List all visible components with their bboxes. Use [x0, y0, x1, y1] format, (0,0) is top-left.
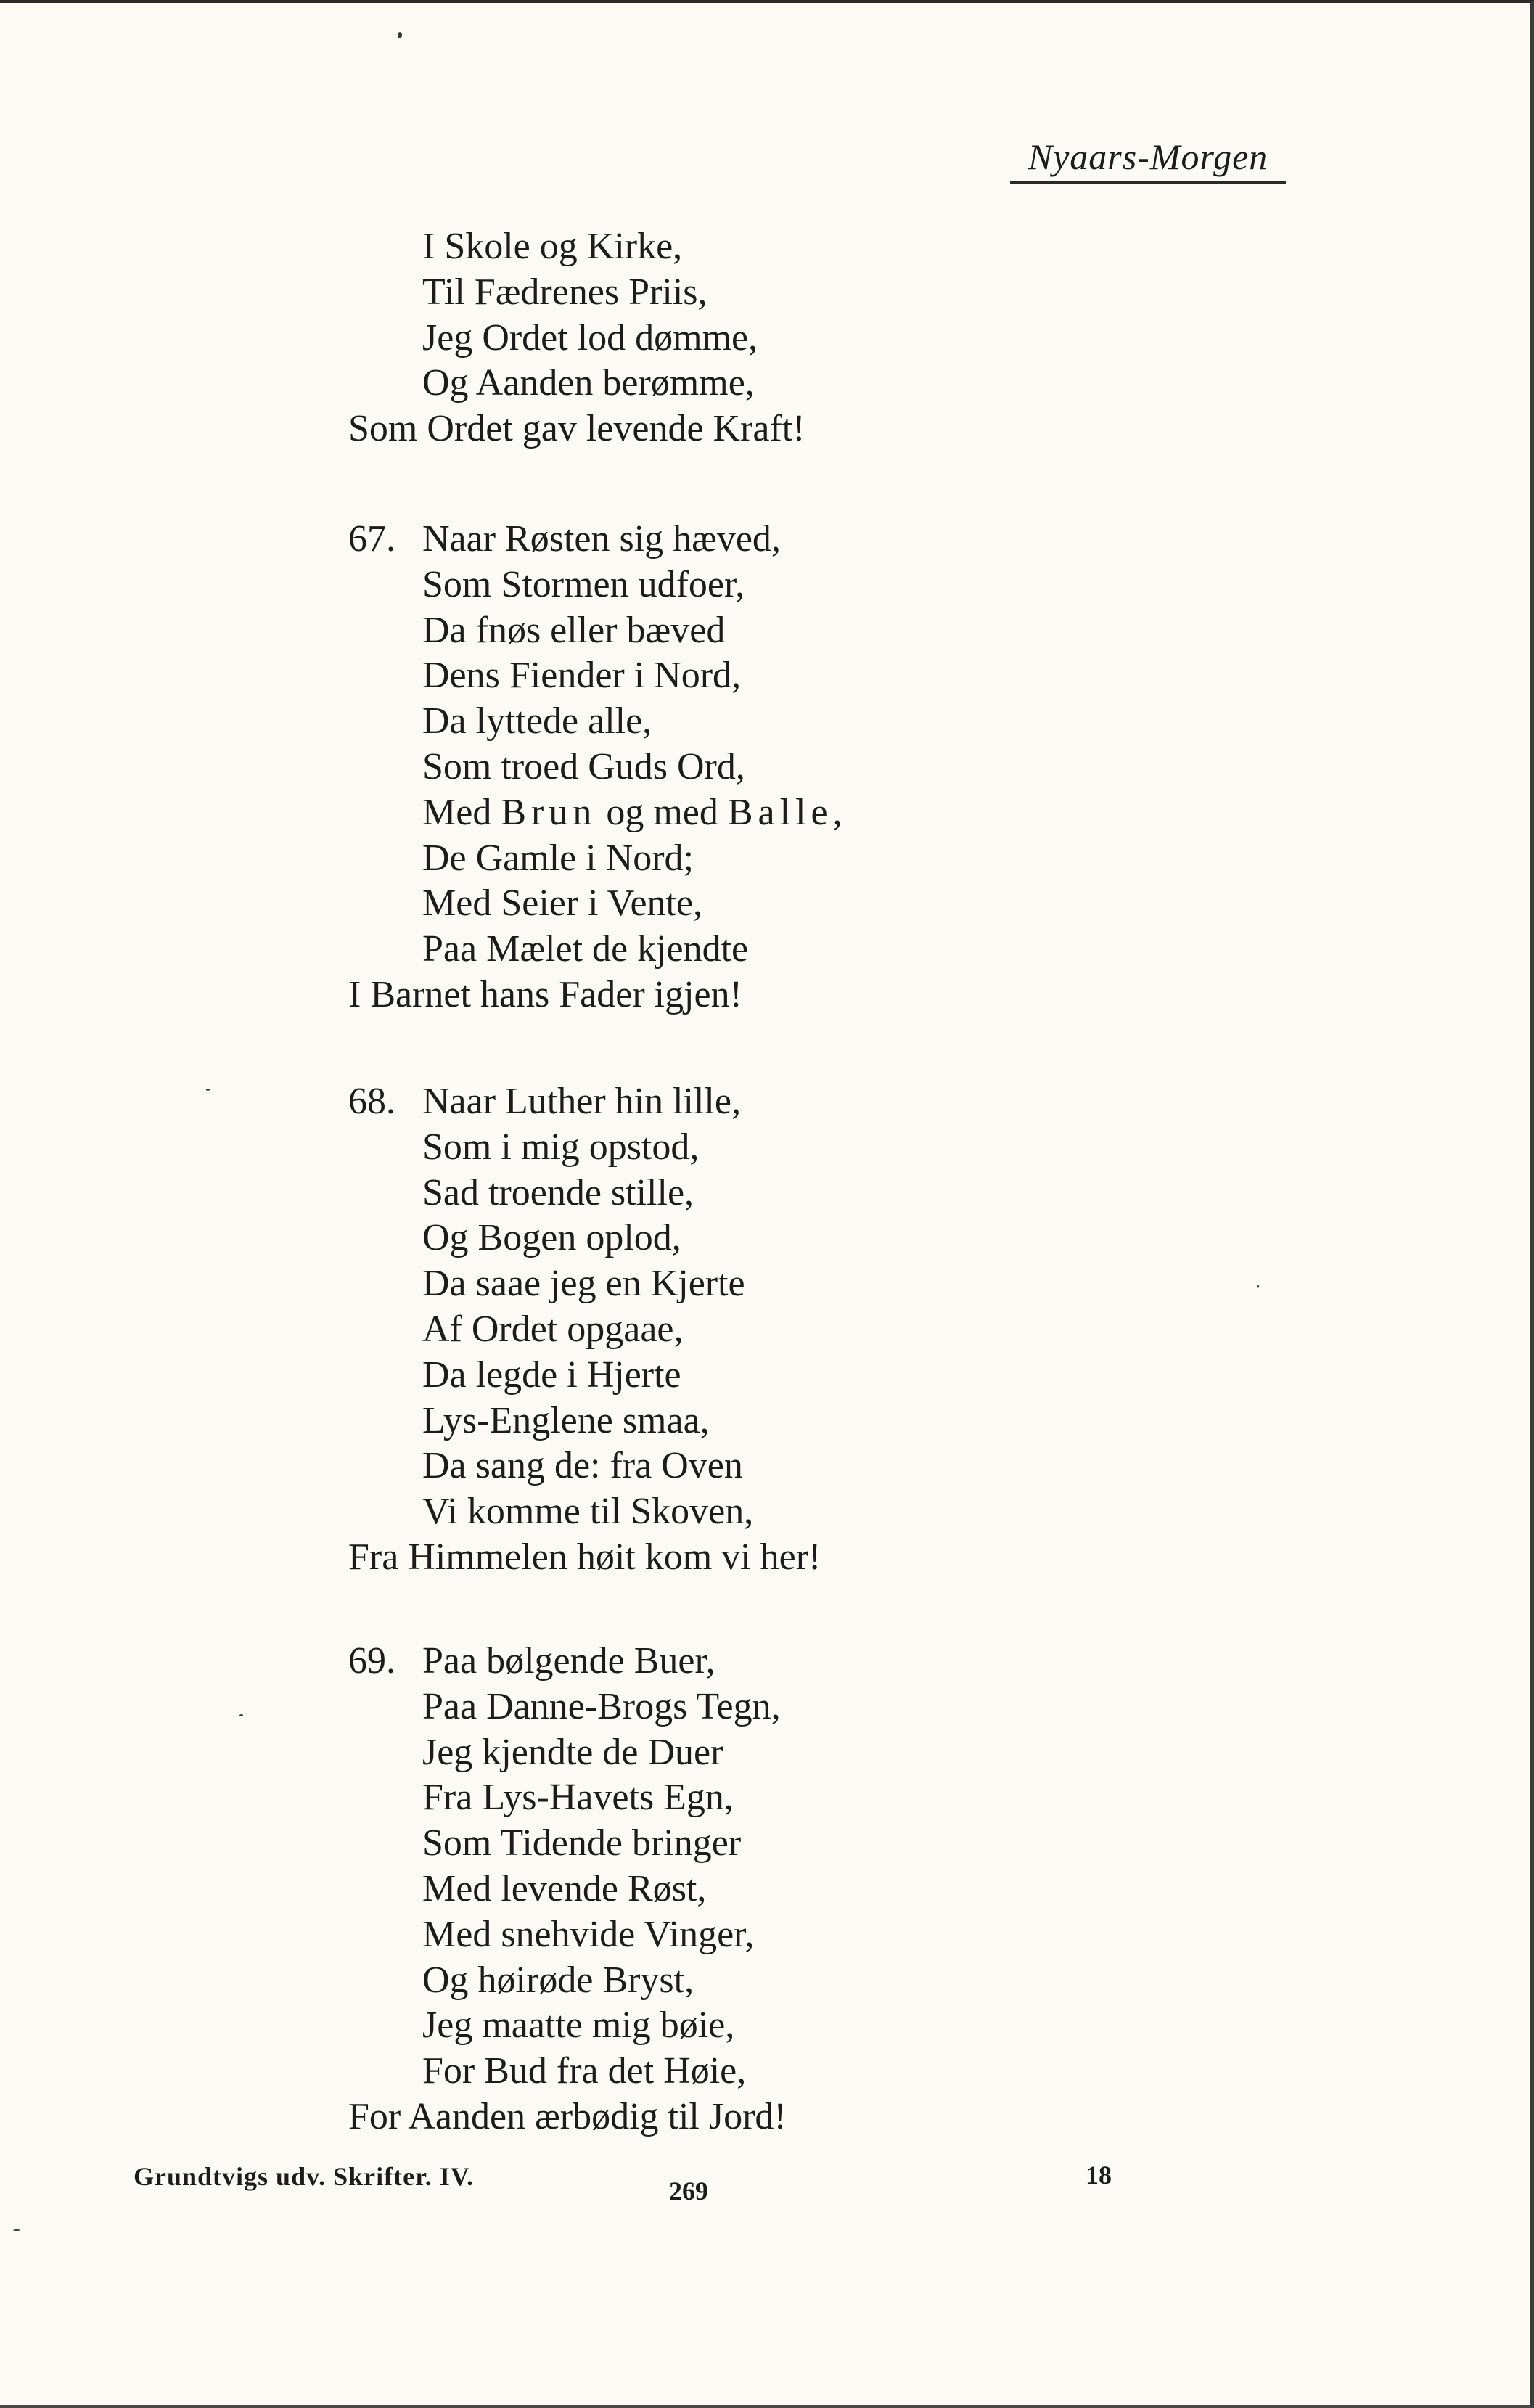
- verse-line-closing: Som Ordet gav levende Kraft!: [348, 408, 805, 450]
- running-head: Nyaars-Morgen: [1010, 135, 1286, 184]
- verse-text-segment: og med: [596, 791, 728, 833]
- verse-line-text: Paa bølgende Buer,: [422, 1640, 715, 1682]
- verse-line: Lys-Englene smaa,: [422, 1399, 710, 1441]
- verse-line: Dens Fiender i Nord,: [422, 655, 742, 697]
- verse-line: Som Tidende bringer: [422, 1822, 742, 1864]
- verse-line-first: [348, 1639, 1219, 1684]
- verse-line: Som troed Guds Ord,: [422, 745, 745, 787]
- verse-line: Og høirøde Bryst,: [422, 1959, 694, 2001]
- verse-line: Og Aanden berømme,: [422, 362, 755, 404]
- verse-text-segment: Med: [422, 791, 501, 833]
- verse-line: De Gamle i Nord;: [422, 837, 694, 879]
- signature-mark: 18: [1086, 2161, 1112, 2190]
- print-speck: [13, 2229, 20, 2231]
- verse-line: Vi komme til Skoven,: [422, 1491, 754, 1533]
- verse-line: Paa Mælet de kjendte: [422, 928, 749, 970]
- print-speck: [206, 1089, 210, 1091]
- footer-source: Grundtvigs udv. Skrifter. IV.: [134, 2162, 475, 2191]
- verse-line: Paa Danne-Brogs Tegn,: [422, 1685, 781, 1727]
- verse-line-spaced: [348, 790, 1219, 836]
- verse-line: Som i mig opstod,: [422, 1126, 700, 1168]
- verse-line: For Bud fra det Høie,: [422, 2050, 747, 2092]
- verse-line: Da lyttede alle,: [422, 700, 652, 742]
- verse-line: Da saae jeg en Kjerte: [422, 1263, 745, 1305]
- verse-line: Med levende Røst,: [422, 1867, 707, 1909]
- print-speck: [239, 1714, 243, 1716]
- verse-line: Jeg kjendte de Duer: [422, 1731, 723, 1773]
- verse-line-first: [348, 517, 1219, 562]
- stanza-continuation: [348, 224, 1219, 452]
- verse-line: Da legde i Hjerte: [422, 1354, 681, 1396]
- verse-line: Da sang de: fra Oven: [422, 1445, 743, 1487]
- verse-line: Med snehvide Vinger,: [422, 1913, 755, 1955]
- spaced-name: Balle: [727, 791, 833, 833]
- verse-line: Fra Lys-Havets Egn,: [422, 1777, 734, 1819]
- verse-line-text: Naar Røsten sig hæved,: [422, 518, 781, 560]
- verse-line-text: Naar Luther hin lille,: [422, 1081, 741, 1122]
- stanza-67: [348, 517, 1219, 1018]
- verse-line: Jeg maatte mig bøie,: [422, 2004, 735, 2047]
- print-speck: [398, 32, 402, 38]
- verse-line: Da fnøs eller bæved: [422, 609, 726, 651]
- verse-text-segment: ,: [832, 791, 842, 833]
- verse-line: I Skole og Kirke,: [422, 226, 683, 267]
- stanza-number: 67.: [348, 518, 395, 560]
- page-number: 269: [669, 2176, 708, 2206]
- verse-line: Jeg Ordet lod dømme,: [422, 316, 758, 359]
- verse-line-closing: For Aanden ærbødig til Jord!: [348, 2095, 787, 2137]
- spaced-name: Brun: [501, 791, 597, 833]
- verse-line: Sad troende stille,: [422, 1171, 694, 1213]
- verse-line-closing: I Barnet hans Fader igjen!: [348, 973, 742, 1015]
- verse-line: Som Stormen udfoer,: [422, 563, 745, 605]
- stanza-68: [348, 1079, 1219, 1581]
- verse-line-closing: Fra Himmelen høit kom vi her!: [348, 1536, 821, 1578]
- verse-line: Og Bogen oplod,: [422, 1217, 681, 1259]
- stanza-number: 68.: [348, 1081, 395, 1122]
- print-speck: [1257, 1285, 1259, 1288]
- verse-line-first: [348, 1079, 1219, 1125]
- stanza-69: [348, 1639, 1219, 2140]
- verse-line: Med Seier i Vente,: [422, 882, 703, 925]
- verse-line: Til Fædrenes Priis,: [422, 271, 707, 313]
- stanza-number: 69.: [348, 1640, 395, 1682]
- verse-line: Af Ordet opgaae,: [422, 1308, 684, 1350]
